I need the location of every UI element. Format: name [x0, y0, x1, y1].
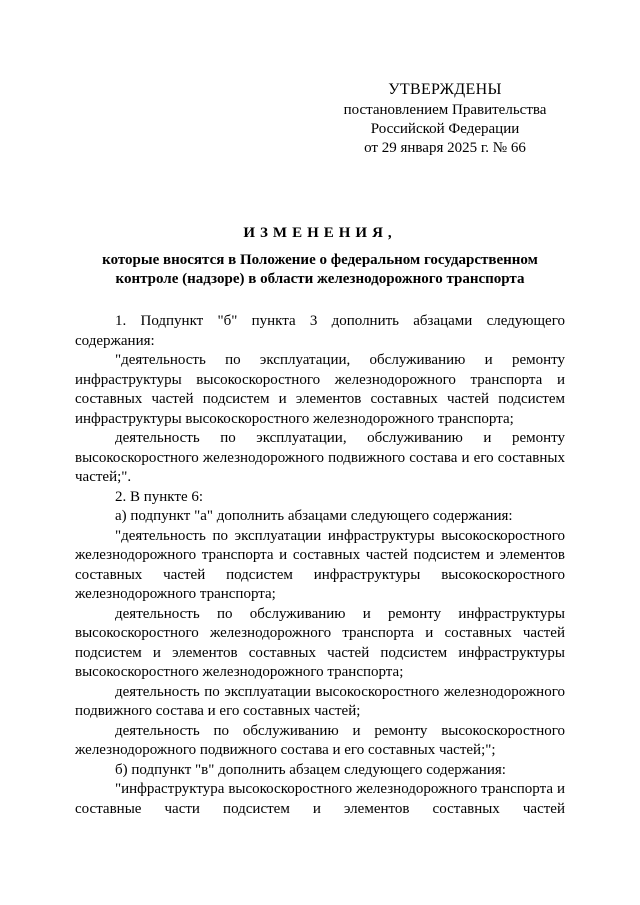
paragraph-4: 2. В пункте 6:	[115, 488, 204, 505]
paragraph-8: деятельность по эксплуатации высокоскоростного железнодорожного подвижного состава и его составных частей;	[75, 683, 565, 719]
approval-block	[330, 80, 560, 158]
paragraph-10: б) подпункт "в" дополнить абзацем следующего содержания:	[115, 761, 506, 778]
paragraph-9: деятельность по обслуживанию и ремонту высокоскоростного железнодорожного подвижного состава и его составных частей;";	[75, 722, 565, 758]
approval-heading: УТВЕРЖДЕНЫ	[388, 81, 502, 98]
paragraph-2: "деятельность по эксплуатации, обслуживанию и ремонту инфраструктуры высокоскоростного железнодорожного транспорта и составных частей подсистем и элементов составных частей подсистем инфраструктуры высокоскоростного железнодорожного транспорта;	[75, 352, 565, 427]
paragraph-1: 1. Подпункт "б" пункта 3 дополнить абзацами следующего содержания:	[75, 313, 565, 349]
subtitle-line-2: контроле (надзоре) в области железнодорожного транспорта	[115, 271, 525, 287]
approval-line-2: Российской Федерации	[370, 121, 520, 137]
document-title: ИЗМЕНЕНИЯ,	[243, 225, 397, 241]
paragraph-5: а) подпункт "а" дополнить абзацами следующего содержания:	[115, 508, 513, 524]
paragraph-3: деятельность по эксплуатации, обслуживанию и ремонту высокоскоростного железнодорожного подвижного состава и его составных частей;".	[75, 430, 565, 485]
document-body	[75, 312, 565, 819]
document-subtitle	[72, 251, 568, 289]
subtitle-line-1: которые вносятся в Положение о федеральном государственном	[102, 252, 538, 268]
paragraph-7: деятельность по обслуживанию и ремонту инфраструктуры высокоскоростного железнодорожного транспорта и составных частей подсистем и элементов составных частей подсистем инфраструктуры высокоскоростного железнодорожного транспорта;	[75, 605, 565, 680]
paragraph-11: "инфраструктура высокоскоростного железнодорожного транспорта и составные части подсистем и элементов составных частей	[75, 781, 565, 817]
paragraph-6: "деятельность по эксплуатации инфраструктуры высокоскоростного железнодорожного транспорта и составных частей подсистем и элементов составных частей подсистем инфраструктуры высокоскоростного железнодорожного транспорта;	[75, 527, 565, 602]
approval-line-3: от 29 января 2025 г. № 66	[364, 140, 526, 156]
approval-line-1: постановлением Правительства	[343, 102, 547, 118]
